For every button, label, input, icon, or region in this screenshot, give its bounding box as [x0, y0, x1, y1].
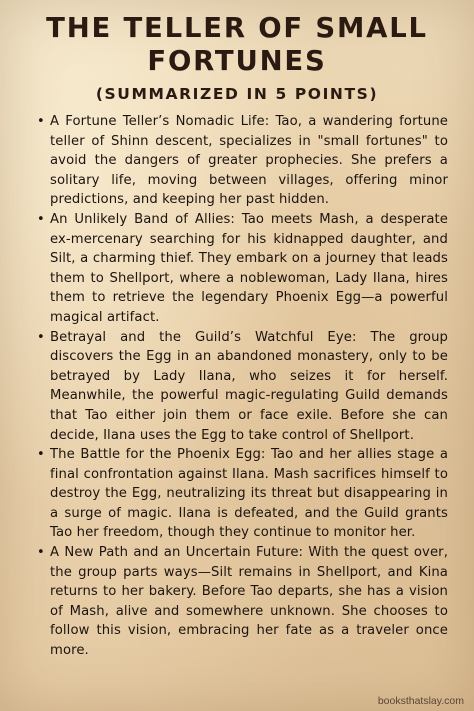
list-item	[37, 210, 448, 328]
bullet-icon: •	[37, 211, 45, 227]
page-title: THE TELLER OF SMALL FORTUNES	[46, 12, 428, 77]
site-watermark: booksthatslay.com	[377, 695, 464, 707]
page-subtitle: (SUMMARIZED IN 5 POINTS)	[95, 85, 379, 103]
list-item	[37, 445, 448, 543]
point-text: A New Path and an Uncertain Future: With the quest over, the group parts ways—Silt remains in Shellport, and Kina returns to her bakery. Before Tao departs, she has a vision of Mash, alive and somewhere unknown. She chooses to follow this vision, embracing her fate as a traveler once more.	[50, 545, 448, 659]
bullet-icon: •	[37, 545, 45, 561]
point-text: An Unlikely Band of Allies: Tao meets Mash, a desperate ex-mercenary searching for his kidnapped daughter, and Silt, a charming thief. They embark on a journey that leads them to Shellport, where a noblewoman, Lady Ilana, hires them to retrieve the legendary Phoenix Egg—a powerful magical artifact.	[50, 211, 448, 325]
point-text: The Battle for the Phoenix Egg: Tao and her allies stage a final confrontation against Ilana. Mash sacrifices himself to destroy the Egg, neutralizing its threat but disappearing in a surge of magic. Ilana is defeated, and the Guild grants Tao her freedom, though they continue to monitor her.	[50, 447, 448, 541]
bullet-icon: •	[37, 447, 45, 463]
summary-list	[0, 112, 474, 661]
list-item	[37, 112, 448, 210]
bullet-icon: •	[37, 329, 45, 345]
point-text: Betrayal and the Guild’s Watchful Eye: The group discovers the Egg in an abandoned monastery, only to be betrayed by Lady Ilana, who seizes it for herself. Meanwhile, the powerful magic-regulating Guild demands that Tao either join them or face exile. Before she can decide, Ilana uses the Egg to take control of Shellport.	[50, 329, 448, 443]
point-text: A Fortune Teller’s Nomadic Life: Tao, a wandering fortune teller of Shinn descent, specializes in "small fortunes" to avoid the dangers of greater prophecies. She prefers a solitary life, moving between villages, offering minor predictions, and keeping her past hidden.	[50, 114, 448, 208]
bullet-icon: •	[37, 114, 45, 129]
list-item	[37, 543, 448, 661]
list-item	[37, 328, 448, 446]
